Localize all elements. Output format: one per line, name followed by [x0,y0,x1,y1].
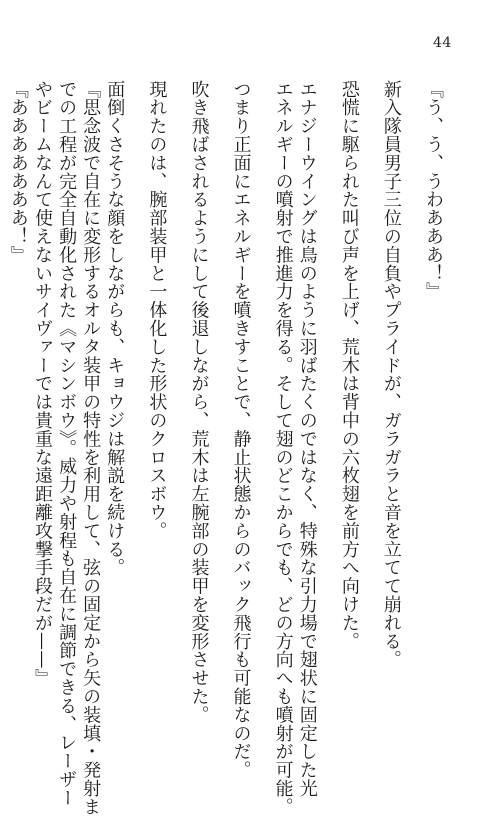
text-line: 『う、う、うわあああ！』 [423,80,444,301]
vertical-text-body [7,80,445,816]
text-line: 『あああああああ！』 [7,80,29,264]
text-line: エナジーウイングは鳥のように羽ばたくのではなく、特殊な引力場で翅状に固定した光 [296,80,318,798]
text-line: 新入隊員男子三位の自負やプライドが、ガラガラと音を立てて崩れる。 [380,80,402,669]
text-line [0,80,6,640]
text-line: での工程が完全自動化された《マシンボウ》。威力や射程も自在に調節できる、レーザー [56,80,78,807]
text-line: やビームなんて使えないサイヴァーでは貴重な遠距離攻撃手段だが——』 [31,80,53,688]
text-line: 面倒くさそうな顔をしながらも、キョウジは解説を続ける。 [104,80,126,577]
page-number: 44 [433,35,452,51]
text-line: つまり正面にエネルギーを噴きすことで、静止状態からのバック飛行も可能なのだ。 [230,80,252,780]
text-line: 『思念波で自在に変形するオルタ装甲の特性を利用して、弦の固定から矢の装填・発射ま [80,80,102,816]
text-line: エネルギーの噴射で推進力を得る。そして翅のどこからでも、どの方向へも噴射が可能。 [272,80,294,816]
text-line: 吹き飛ばされるようにして後退しながら、荒木は左腕部の装甲を変形させた。 [188,80,210,724]
text-line: 現れたのは、腕部装甲と一体化した形状のクロスボウ。 [146,80,168,540]
text-line: 恐慌に駆られた叫び声を上げ、荒木は背中の六枚翅を前方へ向けた。 [338,80,360,651]
